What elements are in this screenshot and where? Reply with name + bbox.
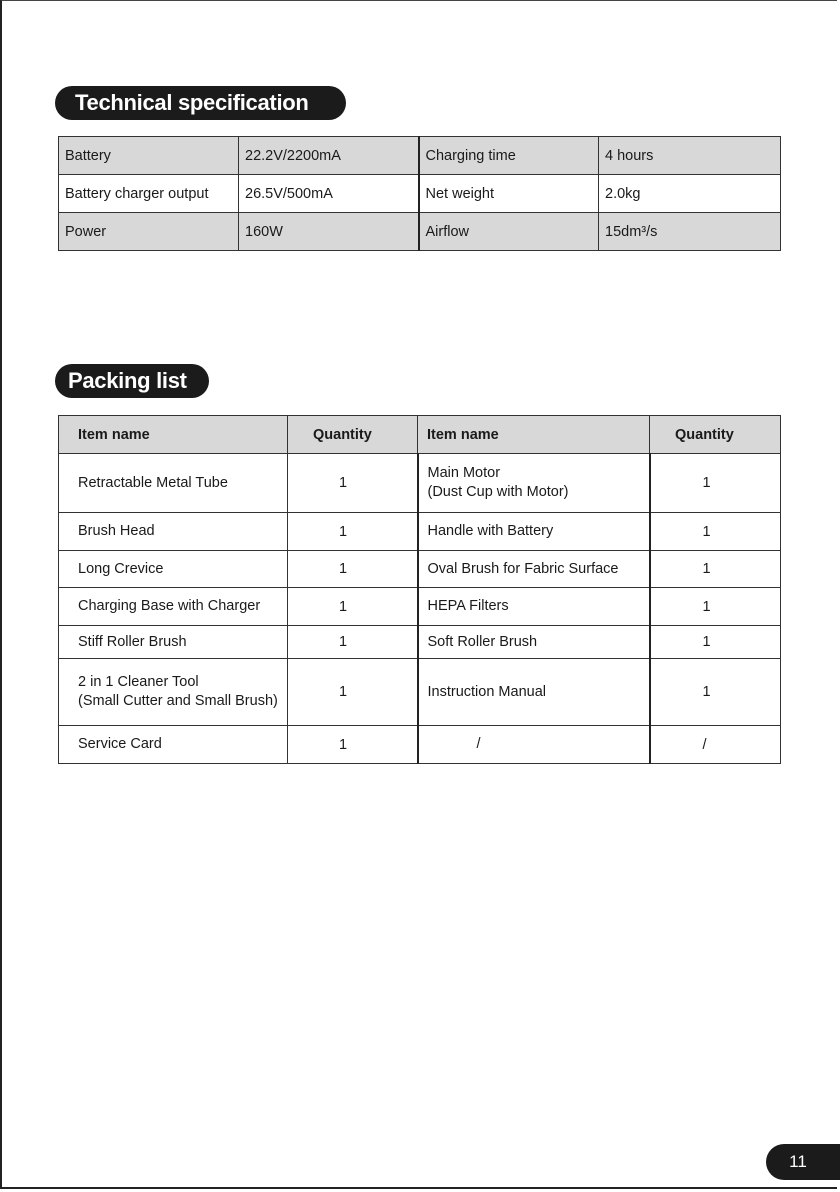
packing-quantity: 1 bbox=[288, 626, 418, 659]
packing-item-line: Instruction Manual bbox=[427, 683, 546, 700]
packing-item-name bbox=[59, 626, 288, 659]
packing-item-line: (Dust Cup with Motor) bbox=[427, 484, 569, 500]
packing-item-name bbox=[418, 513, 650, 551]
packing-header-row bbox=[59, 416, 781, 454]
packing-item-name bbox=[418, 626, 650, 659]
spec-row bbox=[59, 213, 781, 251]
packing-list-table bbox=[58, 415, 781, 764]
packing-item-line: Oval Brush for Fabric Surface bbox=[427, 560, 619, 577]
spec-label: Charging time bbox=[419, 137, 599, 175]
packing-row bbox=[59, 726, 781, 764]
packing-item-name bbox=[59, 551, 288, 588]
header-item-name: Item name bbox=[59, 416, 288, 454]
packing-quantity: 1 bbox=[650, 626, 781, 659]
packing-item-line: Long Crevice bbox=[78, 560, 164, 577]
spec-label: Battery charger output bbox=[59, 175, 239, 213]
packing-item-name bbox=[418, 659, 650, 726]
spec-label: Power bbox=[59, 213, 239, 251]
packing-item-name bbox=[418, 454, 650, 513]
packing-row bbox=[59, 659, 781, 726]
packing-row bbox=[59, 551, 781, 588]
packing-quantity: 1 bbox=[650, 588, 781, 626]
spec-label: Battery bbox=[59, 137, 239, 175]
spec-value: 22.2V/2200mA bbox=[239, 137, 419, 175]
packing-quantity: 1 bbox=[288, 551, 418, 588]
packing-quantity: 1 bbox=[650, 454, 781, 513]
spec-row bbox=[59, 175, 781, 213]
packing-item-line: Service Card bbox=[78, 736, 162, 752]
packing-item-line: / bbox=[476, 736, 481, 752]
packing-item-name bbox=[418, 726, 650, 764]
packing-row bbox=[59, 626, 781, 659]
packing-item-line: Retractable Metal Tube bbox=[78, 474, 228, 491]
spec-value: 26.5V/500mA bbox=[239, 175, 419, 213]
packing-quantity: 1 bbox=[288, 726, 418, 764]
packing-item-line: Stiff Roller Brush bbox=[78, 633, 187, 650]
packing-item-name bbox=[59, 726, 288, 764]
packing-item-name bbox=[59, 454, 288, 513]
packing-item-name bbox=[418, 588, 650, 626]
technical-specification-table bbox=[58, 136, 781, 251]
packing-item-line: HEPA Filters bbox=[427, 598, 509, 614]
packing-row bbox=[59, 513, 781, 551]
packing-quantity: / bbox=[650, 726, 781, 764]
packing-quantity: 1 bbox=[650, 659, 781, 726]
spec-value: 160W bbox=[239, 213, 419, 251]
spec-label: Net weight bbox=[419, 175, 599, 213]
packing-item-line: (Small Cutter and Small Brush) bbox=[78, 693, 278, 709]
technical-specification-title: Technical specification bbox=[55, 86, 346, 120]
packing-quantity: 1 bbox=[288, 588, 418, 626]
packing-item-line: Brush Head bbox=[78, 523, 155, 539]
spec-value: 2.0kg bbox=[599, 175, 781, 213]
page-number: 11 bbox=[766, 1144, 840, 1180]
packing-row bbox=[59, 454, 781, 513]
packing-item-name bbox=[59, 513, 288, 551]
packing-quantity: 1 bbox=[288, 513, 418, 551]
packing-item-name bbox=[418, 551, 650, 588]
packing-item-line: Soft Roller Brush bbox=[427, 633, 538, 650]
packing-row bbox=[59, 588, 781, 626]
packing-item-name bbox=[59, 588, 288, 626]
header-quantity: Quantity bbox=[288, 416, 418, 454]
packing-list-title: Packing list bbox=[55, 364, 209, 398]
packing-quantity: 1 bbox=[288, 659, 418, 726]
packing-quantity: 1 bbox=[650, 551, 781, 588]
packing-item-line: Main Motor bbox=[427, 465, 501, 481]
spec-value: 4 hours bbox=[599, 137, 781, 175]
packing-quantity: 1 bbox=[650, 513, 781, 551]
packing-item-name bbox=[59, 659, 288, 726]
spec-row bbox=[59, 137, 781, 175]
header-quantity: Quantity bbox=[650, 416, 781, 454]
packing-item-line: Charging Base with Charger bbox=[78, 598, 261, 614]
header-item-name: Item name bbox=[418, 416, 650, 454]
packing-quantity: 1 bbox=[288, 454, 418, 513]
spec-value: 15dm³/s bbox=[599, 213, 781, 251]
packing-item-line: 2 in 1 Cleaner Tool bbox=[78, 674, 199, 690]
packing-item-line: Handle with Battery bbox=[427, 523, 554, 539]
spec-label: Airflow bbox=[419, 213, 599, 251]
